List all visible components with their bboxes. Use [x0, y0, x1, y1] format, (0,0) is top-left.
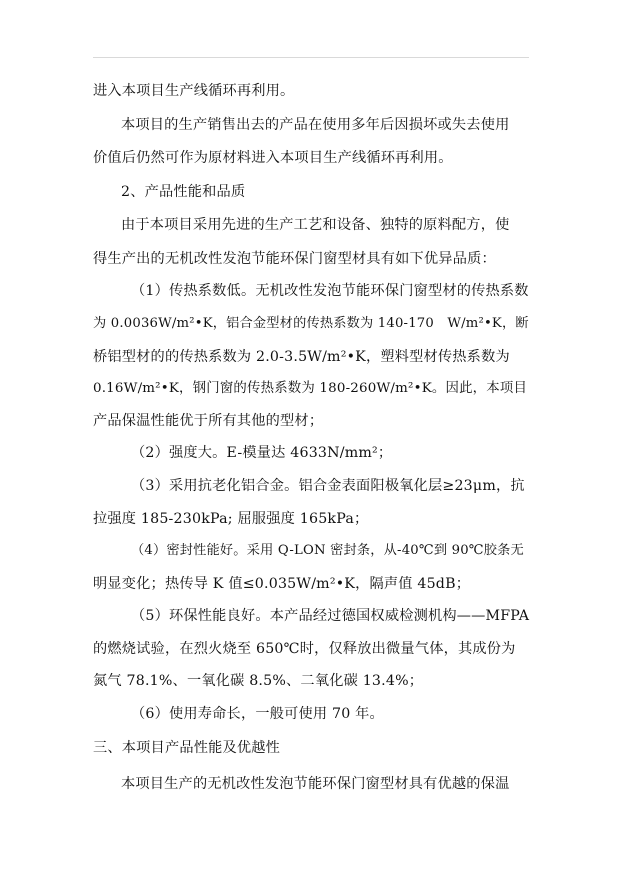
list-item-3-line-2: 拉强度 185-230kPa; 屈服强度 165kPa； [93, 511, 369, 527]
list-item-1-line-3: 桥铝型材的的传热系数为 2.0-3.5W/m²•K，塑料型材传热系数为 [93, 349, 510, 365]
list-item-5-line-2: 的燃烧试验，在烈火烧至 650℃时，仅释放出微量气体，其成份为 [93, 641, 516, 657]
text-line-6: 得生产出的无机改性发泡节能环保门窗型材具有如下优异品质： [93, 251, 496, 267]
list-item-2: （2）强度大。E-模量达 4633N/mm²； [131, 445, 393, 461]
text-line-3: 价值后仍然可作为原材料进入本项目生产线循环再利用。 [93, 150, 453, 166]
text-line-22: 本项目生产的无机改性发泡节能环保门窗型材具有优越的保温 [121, 776, 510, 792]
list-item-1-line-1: （1）传热系数低。无机改性发泡节能环保门窗型材的传热系数 [131, 283, 529, 299]
text-line-2: 本项目的生产销售出去的产品在使用多年后因损坏或失去使用 [121, 117, 510, 133]
text-line-5: 由于本项目采用先进的生产工艺和设备、独特的原料配方，使 [121, 217, 510, 233]
header-rule [93, 57, 529, 58]
list-item-1-line-4: 0.16W/m²•K，钢门窗的传热系数为 180-260W/m²•K。因此，本项目 [93, 381, 528, 396]
list-item-5-line-1: （5）环保性能良好。本产品经过德国权威检测机构——MFPA [131, 608, 530, 624]
section-heading-3: 三、本项目产品性能及优越性 [93, 740, 281, 756]
text-line-1: 进入本项目生产线循环再利用。 [93, 83, 295, 99]
list-item-1-line-2: 为 0.0036W/m²•K，铝合金型材的传热系数为 140-170 W/m²•K，断 [93, 316, 529, 331]
list-item-4-line-2: 明显变化；热传导 K 值≤0.035W/m²•K，隔声值 45dB； [93, 576, 471, 592]
list-item-4-line-1: （4）密封性能好。采用 Q-LON 密封条，从-40℃到 90℃胶条无 [131, 543, 524, 558]
section-heading-2: 2、产品性能和品质 [121, 184, 246, 200]
list-item-3-line-1: （3）采用抗老化铝合金。铝合金表面阳极氧化层≥23μm，抗 [131, 478, 525, 494]
list-item-5-line-3: 氮气 78.1%、一氧化碳 8.5%、二氧化碳 13.4%； [93, 673, 424, 689]
list-item-6: （6）使用寿命长，一般可使用 70 年。 [131, 706, 384, 722]
list-item-1-line-5: 产品保温性能优于所有其他的型材； [93, 413, 324, 429]
